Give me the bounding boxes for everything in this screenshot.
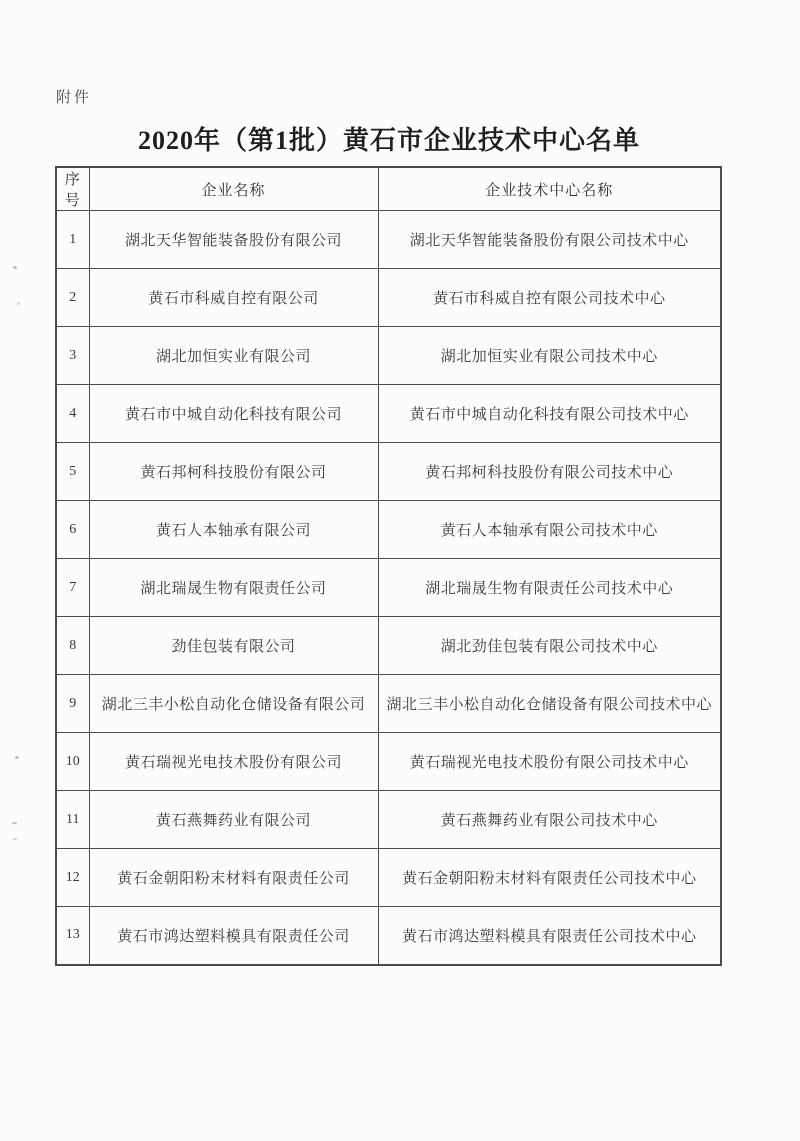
cell-company-name: 湖北加恒实业有限公司 <box>89 327 378 385</box>
cell-center-name: 黄石金朝阳粉末材料有限责任公司技术中心 <box>378 849 721 907</box>
scan-speck <box>15 756 20 760</box>
cell-center-name: 湖北瑞晟生物有限责任公司技术中心 <box>378 559 721 617</box>
attachment-label: 附件 <box>56 90 93 106</box>
cell-company-name: 湖北三丰小松自动化仓储设备有限公司 <box>89 675 378 733</box>
table-row <box>56 733 721 791</box>
header-company-name: 企业名称 <box>89 167 378 211</box>
table-row <box>56 443 721 501</box>
header-center-name: 企业技术中心名称 <box>378 167 721 211</box>
scan-speck <box>13 838 17 840</box>
scan-speck <box>12 822 17 824</box>
table-row <box>56 501 721 559</box>
table-header-row <box>56 167 721 211</box>
cell-company-name: 黄石市鸿达塑料模具有限责任公司 <box>89 907 378 965</box>
table-row <box>56 327 721 385</box>
cell-center-name: 湖北加恒实业有限公司技术中心 <box>378 327 721 385</box>
cell-serial-number: 6 <box>56 501 89 559</box>
cell-serial-number: 3 <box>56 327 89 385</box>
table-row <box>56 791 721 849</box>
cell-company-name: 劲佳包装有限公司 <box>89 617 378 675</box>
cell-center-name: 黄石邦柯科技股份有限公司技术中心 <box>378 443 721 501</box>
scan-speck <box>17 302 20 305</box>
table-row <box>56 617 721 675</box>
cell-company-name: 黄石燕舞药业有限公司 <box>89 791 378 849</box>
cell-serial-number: 1 <box>56 211 89 269</box>
cell-company-name: 黄石人本轴承有限公司 <box>89 501 378 559</box>
page-title: 2020年（第1批）黄石市企业技术中心名单 <box>137 126 640 155</box>
table-header <box>56 167 721 211</box>
cell-company-name: 黄石市科威自控有限公司 <box>89 269 378 327</box>
cell-center-name: 黄石人本轴承有限公司技术中心 <box>378 501 721 559</box>
cell-center-name: 湖北劲佳包装有限公司技术中心 <box>378 617 721 675</box>
header-serial-number: 序号 <box>56 167 89 211</box>
cell-serial-number: 12 <box>56 849 89 907</box>
tech-center-table <box>55 166 722 966</box>
table-row <box>56 269 721 327</box>
table-row <box>56 559 721 617</box>
cell-center-name: 黄石市科威自控有限公司技术中心 <box>378 269 721 327</box>
table-row <box>56 907 721 965</box>
table-row <box>56 385 721 443</box>
cell-center-name: 黄石市中城自动化科技有限公司技术中心 <box>378 385 721 443</box>
cell-serial-number: 2 <box>56 269 89 327</box>
cell-center-name: 黄石市鸿达塑料模具有限责任公司技术中心 <box>378 907 721 965</box>
cell-serial-number: 11 <box>56 791 89 849</box>
cell-center-name: 黄石燕舞药业有限公司技术中心 <box>378 791 721 849</box>
table-row <box>56 849 721 907</box>
cell-company-name: 湖北天华智能装备股份有限公司 <box>89 211 378 269</box>
table-row <box>56 211 721 269</box>
cell-serial-number: 5 <box>56 443 89 501</box>
cell-company-name: 湖北瑞晟生物有限责任公司 <box>89 559 378 617</box>
cell-company-name: 黄石邦柯科技股份有限公司 <box>89 443 378 501</box>
cell-center-name: 湖北天华智能装备股份有限公司技术中心 <box>378 211 721 269</box>
cell-serial-number: 8 <box>56 617 89 675</box>
cell-center-name: 湖北三丰小松自动化仓储设备有限公司技术中心 <box>378 675 721 733</box>
cell-serial-number: 4 <box>56 385 89 443</box>
cell-company-name: 黄石金朝阳粉末材料有限责任公司 <box>89 849 378 907</box>
cell-company-name: 黄石市中城自动化科技有限公司 <box>89 385 378 443</box>
cell-company-name: 黄石瑞视光电技术股份有限公司 <box>89 733 378 791</box>
table-row <box>56 675 721 733</box>
cell-serial-number: 7 <box>56 559 89 617</box>
cell-center-name: 黄石瑞视光电技术股份有限公司技术中心 <box>378 733 721 791</box>
table-body <box>56 211 721 965</box>
cell-serial-number: 9 <box>56 675 89 733</box>
cell-serial-number: 13 <box>56 907 89 965</box>
scan-speck <box>13 265 18 269</box>
cell-serial-number: 10 <box>56 733 89 791</box>
